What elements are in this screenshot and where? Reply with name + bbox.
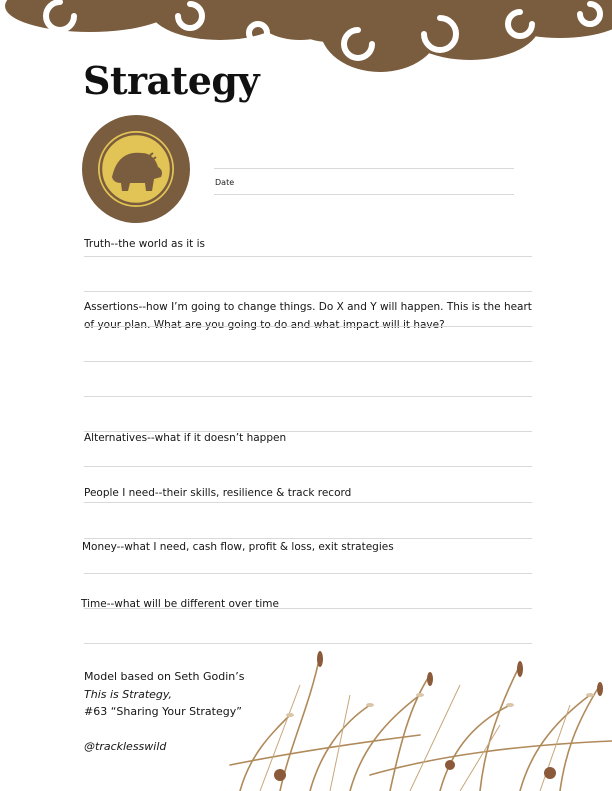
truth-label: Truth--the world as it is: [84, 238, 206, 250]
bison-logo-icon: [82, 115, 190, 223]
money-line-2[interactable]: [84, 573, 532, 574]
truth-line-1[interactable]: [84, 256, 532, 257]
assertions-line-2[interactable]: [84, 361, 532, 362]
time-line-2[interactable]: [84, 643, 532, 644]
truth-line-2[interactable]: [84, 291, 532, 292]
credit-book-title: This is Strategy,: [84, 687, 173, 701]
social-handle: @tracklesswild: [84, 739, 167, 753]
date-label: Date: [215, 178, 235, 187]
time-label: Time--what will be different over time: [81, 598, 279, 610]
assertions-label: Assertions--how I’m going to change things. Do X and Y will happen. This is the heart: [84, 301, 532, 313]
people-label: People I need--their skills, resilience & track record: [84, 487, 352, 499]
time-line-1[interactable]: [84, 608, 532, 609]
money-label: Money--what I need, cash flow, profit & loss, exit strategies: [82, 541, 394, 553]
credit-episode: #63 “Sharing Your Strategy”: [84, 705, 242, 718]
assertions-line-1[interactable]: [84, 326, 532, 327]
winter-grass-illustration: [220, 645, 612, 791]
people-line[interactable]: [84, 502, 532, 503]
date-input-line[interactable]: [214, 194, 514, 195]
assertions-label-cont: of your plan. What are you going to do and what impact will it have?: [84, 319, 445, 331]
date-rule-top: [214, 168, 514, 169]
alternatives-line[interactable]: [84, 466, 532, 467]
credit-line: Model based on Seth Godin’s: [84, 670, 245, 683]
page-title: Strategy: [83, 58, 260, 103]
money-line-1[interactable]: [84, 538, 532, 539]
alternatives-label: Alternatives--what if it doesn’t happen: [84, 432, 287, 444]
assertions-line-3[interactable]: [84, 396, 532, 397]
